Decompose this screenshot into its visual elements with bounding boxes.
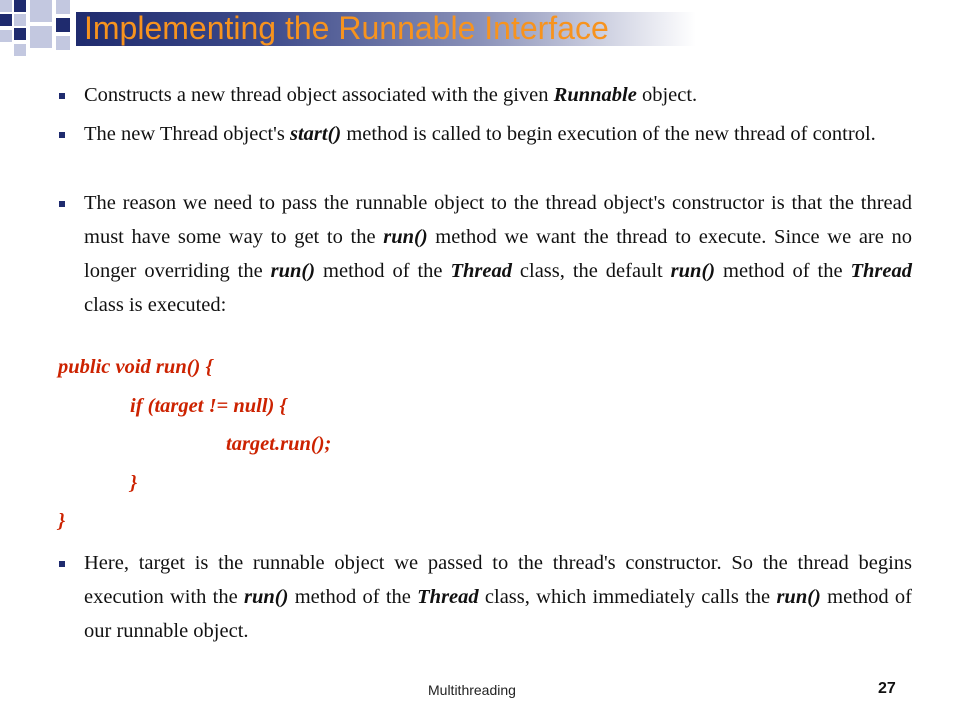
bullet-item (84, 78, 912, 112)
page-number: 27 (878, 680, 896, 697)
emphasis: run() (244, 586, 289, 608)
emphasis: Thread (850, 260, 912, 282)
code-line: target.run(); (226, 433, 332, 455)
bullet-item (84, 117, 912, 151)
bullet-marker (59, 201, 65, 207)
text: class, which immediately calls the (478, 586, 777, 608)
code-line: } (130, 472, 138, 494)
text: The reason we need to pass the runnable object to the thread object's constructor is that the thread must have some way to get to the (84, 192, 912, 248)
text: object. (636, 84, 698, 106)
text: method we want the thread to execute. Since we are no longer overriding the (84, 226, 912, 282)
text: method is called to begin execution of the new thread of control. (341, 123, 876, 145)
emphasis: run() (270, 260, 316, 282)
text: class, the default (511, 260, 671, 282)
code-line: if (target != null) { (130, 395, 287, 417)
code-line: public void run() { (58, 356, 213, 378)
bullet-marker (59, 93, 65, 99)
emphasis: run() (776, 586, 821, 608)
footer-label: Multithreading (428, 682, 516, 698)
text: class is executed: (84, 294, 227, 316)
bullet-marker (59, 132, 65, 138)
text: method of our runnable object. (84, 586, 912, 642)
emphasis: Thread (417, 586, 479, 608)
text: method of the (315, 260, 451, 282)
text: method of the (715, 260, 851, 282)
code-line: } (58, 510, 66, 532)
text: method of the (288, 586, 418, 608)
emphasis: Thread (450, 260, 512, 282)
bullet-marker (59, 561, 65, 567)
text: The new Thread object's (84, 123, 290, 145)
bullet-item (84, 546, 912, 648)
bullet-item (84, 186, 912, 322)
emphasis: run() (670, 260, 716, 282)
slide-title: Implementing the Runnable Interface (84, 10, 609, 46)
text: Constructs a new thread object associated with the given (84, 84, 554, 106)
emphasis: Runnable (553, 84, 637, 106)
emphasis: run() (383, 226, 428, 248)
text: Here, target is the runnable object we passed to the thread's constructor. So the thread begins execution with the (84, 552, 912, 608)
emphasis: start() (289, 123, 342, 145)
